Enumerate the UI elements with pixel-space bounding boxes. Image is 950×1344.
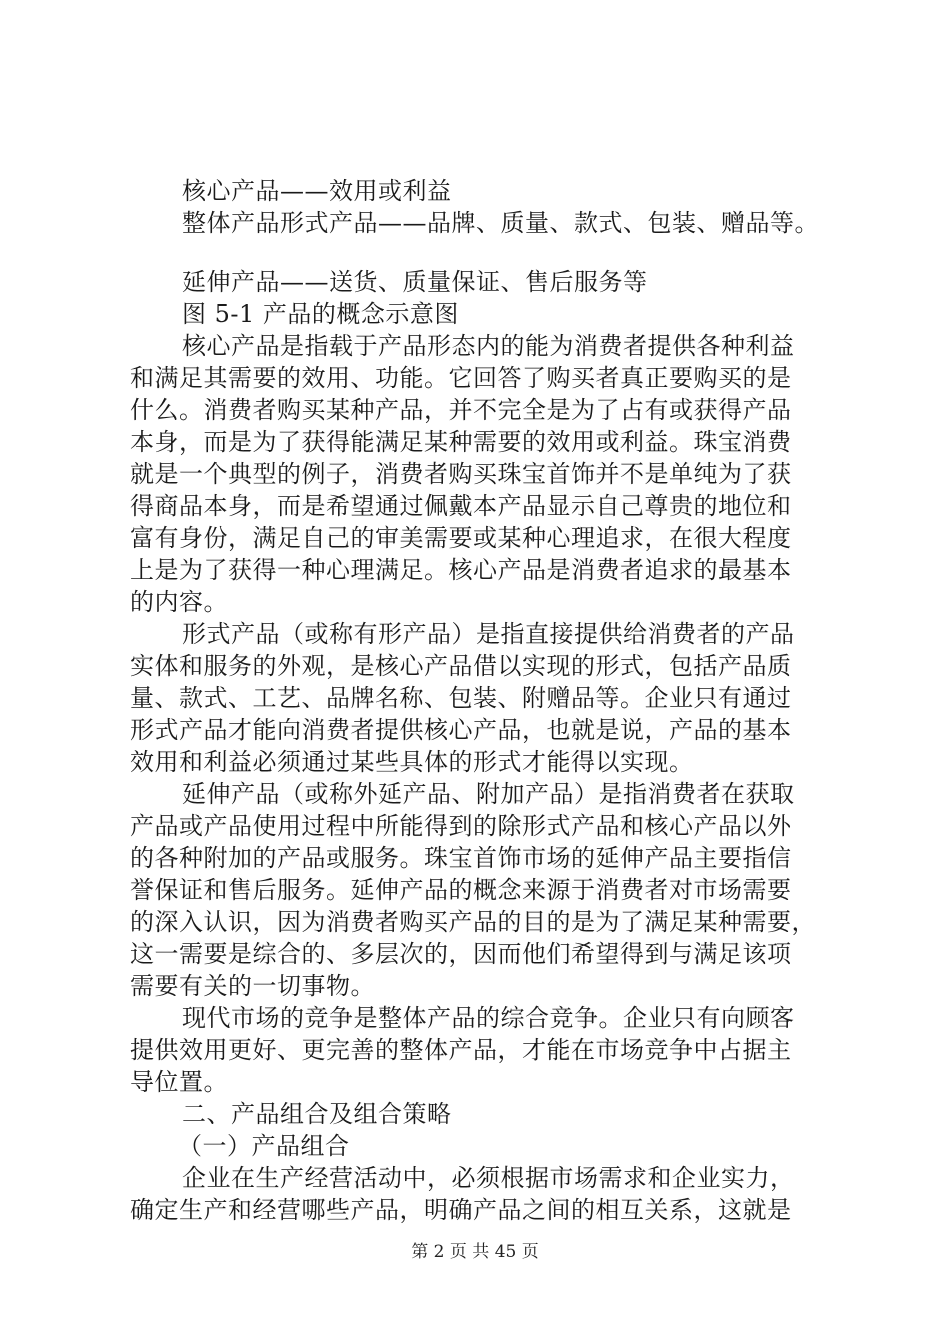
- paragraph-line: 实体和服务的外观，是核心产品借以实现的形式，包括产品质: [130, 652, 792, 680]
- paragraph-line: 形式产品才能向消费者提供核心产品，也就是说，产品的基本: [130, 716, 792, 744]
- paragraph-line: 的各种附加的产品或服务。珠宝首饰市场的延伸产品主要指信: [130, 844, 792, 872]
- paragraph-line: 得商品本身，而是希望通过佩戴本产品显示自己尊贵的地位和: [130, 492, 792, 520]
- diagram-form-label: 整体产品形式产品——品牌、质量、款式、包装、赠品等。: [182, 209, 819, 237]
- paragraph-line: 企业在生产经营活动中，必须根据市场需求和企业实力，: [182, 1164, 795, 1192]
- paragraph-line: 的深入认识，因为消费者购买产品的目的是为了满足某种需要，: [130, 908, 816, 936]
- paragraph-line: 的内容。: [130, 588, 228, 616]
- figure-caption: 图 5-1 产品的概念示意图: [182, 300, 459, 328]
- paragraph-line: 效用和利益必须通过某些具体的形式才能得以实现。: [130, 748, 694, 776]
- subsection-heading: （一）产品组合: [178, 1132, 350, 1160]
- paragraph-line: 量、款式、工艺、品牌名称、包装、附赠品等。企业只有通过: [130, 684, 792, 712]
- paragraph-line: 什么。消费者购买某种产品，并不完全是为了占有或获得产品: [130, 396, 792, 424]
- paragraph-line: 延伸产品（或称外延产品、附加产品）是指消费者在获取: [182, 780, 795, 808]
- paragraph-line: 形式产品（或称有形产品）是指直接提供给消费者的产品: [182, 620, 795, 648]
- paragraph-line: 富有身份，满足自己的审美需要或某种心理追求，在很大程度: [130, 524, 792, 552]
- paragraph-line: 确定生产和经营哪些产品，明确产品之间的相互关系，这就是: [130, 1196, 792, 1224]
- diagram-core-label: 核心产品——效用或利益: [182, 177, 452, 205]
- paragraph-line: 核心产品是指载于产品形态内的能为消费者提供各种利益: [182, 332, 795, 360]
- paragraph-line: 就是一个典型的例子，消费者购买珠宝首饰并不是单纯为了获: [130, 460, 792, 488]
- paragraph-line: 需要有关的一切事物。: [130, 972, 375, 1000]
- page-number-footer: 第 2 页 共 45 页: [411, 1242, 539, 1262]
- paragraph-line: 提供效用更好、更完善的整体产品，才能在市场竞争中占据主: [130, 1036, 792, 1064]
- paragraph-line: 誉保证和售后服务。延伸产品的概念来源于消费者对市场需要: [130, 876, 792, 904]
- paragraph-line: 现代市场的竞争是整体产品的综合竞争。企业只有向顾客: [182, 1004, 795, 1032]
- paragraph-line: 导位置。: [130, 1068, 228, 1096]
- paragraph-line: 上是为了获得一种心理满足。核心产品是消费者追求的最基本: [130, 556, 792, 584]
- paragraph-line: 这一需要是综合的、多层次的，因而他们希望得到与满足该项: [130, 940, 792, 968]
- section-heading: 二、产品组合及组合策略: [182, 1100, 452, 1128]
- paragraph-line: 本身，而是为了获得能满足某种需要的效用或利益。珠宝消费: [130, 428, 792, 456]
- paragraph-line: 和满足其需要的效用、功能。它回答了购买者真正要购买的是: [130, 364, 792, 392]
- paragraph-line: 产品或产品使用过程中所能得到的除形式产品和核心产品以外: [130, 812, 792, 840]
- diagram-extended-label: 延伸产品——送货、质量保证、售后服务等: [182, 268, 648, 296]
